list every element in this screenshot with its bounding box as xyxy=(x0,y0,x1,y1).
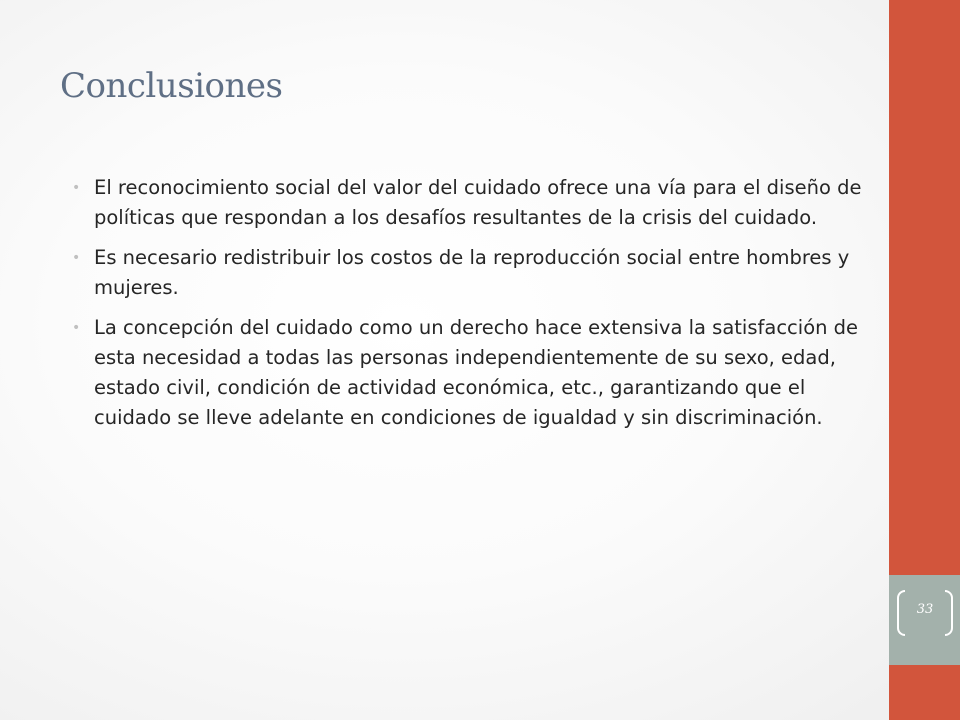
right-bracket-icon xyxy=(945,590,953,636)
bullet-text: Es necesario redistribuir los costos de la reproducción social entre hombres y mujeres. xyxy=(94,246,850,299)
slide-title: Conclusiones xyxy=(60,66,283,106)
left-bracket-icon xyxy=(897,590,905,636)
bullet-item xyxy=(72,173,862,233)
bullet-text: La concepción del cuidado como un derecho hace extensiva la satisfacción de esta necesidad a todas las personas independientemente de su sexo, edad, estado civil, condición de actividad económica, etc., garantizando que el cuidado se lleve adelante en condiciones de igualdad y sin discriminación. xyxy=(94,316,859,429)
page-number-frame xyxy=(897,590,953,638)
page-number: 33 xyxy=(916,602,934,617)
bullet-icon: • xyxy=(72,320,81,336)
bullet-icon: • xyxy=(72,250,81,266)
bullet-item xyxy=(72,243,862,303)
bullet-text: El reconocimiento social del valor del cuidado ofrece una vía para el diseño de políticas que respondan a los desafíos resultantes de la crisis del cuidado. xyxy=(94,176,862,229)
bullet-item xyxy=(72,313,862,433)
bullet-list xyxy=(72,173,862,443)
bullet-icon: • xyxy=(72,180,81,196)
